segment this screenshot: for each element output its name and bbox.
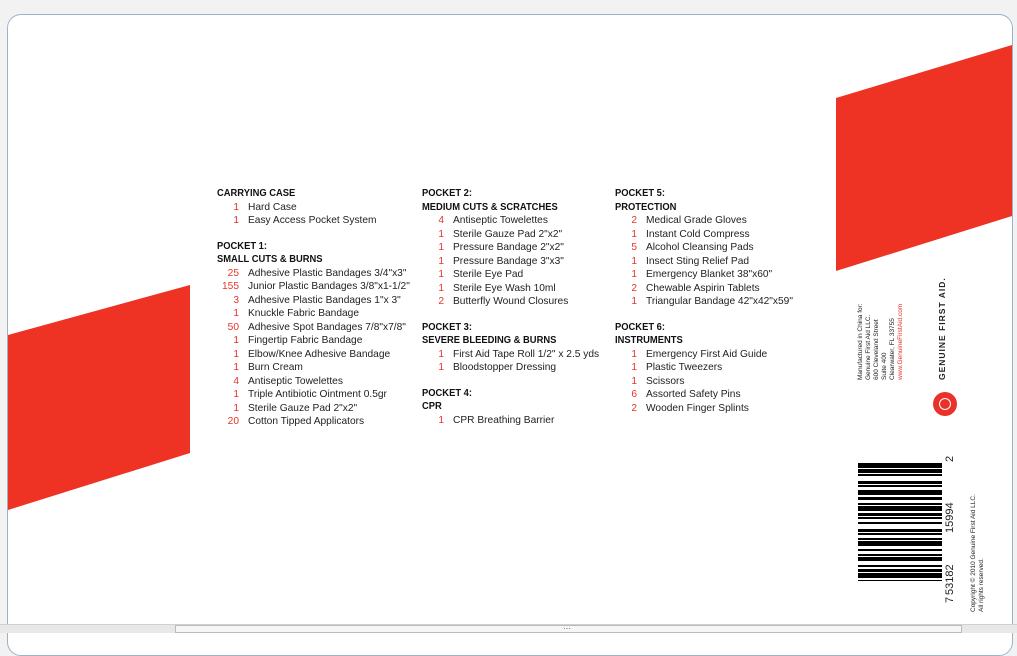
list-item [422, 268, 599, 282]
item-name: Sterile Eye Pad [453, 269, 524, 280]
list-item [615, 255, 793, 269]
item-quantity: 50 [227, 321, 239, 333]
pocket-section [615, 321, 793, 416]
item-name: Easy Access Pocket System [248, 215, 377, 226]
item-name: Instant Cold Compress [646, 228, 750, 240]
item-quantity: 6 [631, 389, 637, 400]
item-quantity: 1 [233, 402, 239, 414]
list-item [217, 375, 410, 389]
list-item [615, 375, 793, 389]
barcode-bar [858, 529, 942, 532]
list-item [615, 361, 793, 375]
list-item [217, 388, 410, 402]
item-name: Insect Sting Relief Pad [646, 255, 750, 267]
barcode-bar [858, 557, 942, 560]
barcode-bar [858, 513, 942, 516]
item-quantity: 1 [233, 308, 239, 319]
pocket-section [217, 240, 410, 429]
item-quantity: 5 [631, 242, 637, 253]
barcode-bar [858, 474, 942, 476]
item-quantity: 155 [222, 281, 239, 292]
brand-logo-icon [933, 392, 957, 416]
item-name: Scissors [646, 375, 685, 387]
list-item [217, 348, 410, 362]
section-heading: POCKET 5: [615, 188, 665, 199]
item-quantity: 1 [233, 201, 239, 213]
item-name: Triangular Bandage 42"x42"x59" [646, 296, 793, 307]
barcode [858, 463, 942, 603]
section-heading: INSTRUMENTS [615, 335, 683, 346]
barcode-bar [858, 506, 942, 511]
item-quantity: 1 [438, 228, 444, 240]
barcode-bar [858, 517, 942, 519]
item-name: Pressure Bandage 3"x3" [453, 255, 564, 267]
item-name: Triple Antibiotic Ointment 0.5gr [248, 389, 387, 400]
item-name: Cotton Tipped Applicators [248, 416, 365, 427]
item-name: Emergency First Aid Guide [646, 348, 768, 360]
item-quantity: 1 [438, 255, 444, 267]
contents-column-2 [422, 187, 599, 439]
mfg-line: Suite 400 [881, 352, 888, 380]
item-quantity: 1 [233, 215, 239, 226]
item-quantity: 1 [631, 269, 637, 280]
list-item [217, 402, 410, 416]
item-name: Fingertip Fabric Bandage [248, 335, 363, 346]
item-name: Assorted Safety Pins [646, 389, 741, 400]
mfg-line: Genuine First Aid LLC. [865, 314, 872, 380]
list-item [615, 282, 793, 296]
item-quantity: 3 [233, 294, 239, 306]
barcode-bar [858, 503, 942, 505]
list-item [422, 348, 599, 362]
item-name: CPR Breathing Barrier [453, 414, 555, 426]
barcode-bar [858, 565, 942, 567]
item-quantity: 25 [227, 267, 239, 279]
barcode-bar [858, 469, 942, 472]
item-quantity: 1 [233, 335, 239, 346]
barcode-bar [858, 485, 942, 487]
copyright [970, 494, 986, 612]
item-name: Bloodstopper Dressing [453, 362, 557, 373]
item-name: Sterile Gauze Pad 2"x2" [248, 402, 358, 414]
item-name: Emergency Blanket 38"x60" [646, 269, 773, 280]
item-quantity: 1 [631, 296, 637, 307]
item-name: First Aid Tape Roll 1/2" x 2.5 yds [453, 348, 600, 360]
section-heading: POCKET 6: [615, 321, 665, 333]
item-name: Sterile Eye Wash 10ml [453, 282, 556, 294]
item-name: Medical Grade Gloves [646, 215, 747, 226]
item-quantity: 1 [438, 414, 444, 426]
mfg-line: Manufactured in China for: [857, 303, 864, 380]
section-heading: SMALL CUTS & BURNS [217, 254, 323, 265]
list-item [422, 241, 599, 255]
item-quantity: 1 [631, 375, 637, 387]
pocket-section [422, 187, 599, 309]
list-item [217, 321, 410, 335]
item-name: Hard Case [248, 201, 297, 213]
list-item [422, 361, 599, 375]
barcode-digit-first: 7 [944, 596, 956, 603]
item-name: Antiseptic Towelettes [248, 375, 343, 387]
copyright-line: All rights reserved. [978, 558, 985, 612]
barcode-bar [858, 490, 942, 495]
list-item [615, 214, 793, 228]
item-name: Knuckle Fabric Bandage [248, 308, 359, 319]
item-quantity: 2 [631, 282, 637, 294]
barcode-bar [858, 573, 942, 578]
list-item [217, 307, 410, 321]
item-name: Plastic Tweezers [646, 362, 723, 373]
item-name: Junior Plastic Bandages 3/8"x1-1/2" [248, 281, 410, 292]
barcode-digit-last: 2 [944, 455, 956, 462]
brand-name: GENUINE FIRST AID. [937, 277, 947, 380]
item-quantity: 1 [438, 242, 444, 253]
item-name: Adhesive Spot Bandages 7/8"x7/8" [248, 321, 406, 333]
item-quantity: 1 [631, 348, 637, 360]
item-quantity: 1 [233, 389, 239, 400]
mfg-line: Clearwater, FL 33755 [889, 318, 896, 380]
item-quantity: 1 [631, 255, 637, 267]
section-heading: CPR [422, 401, 442, 412]
item-name: Elbow/Knee Adhesive Bandage [248, 348, 391, 360]
list-item [615, 228, 793, 242]
list-item [217, 334, 410, 348]
item-quantity: 2 [631, 402, 637, 414]
item-quantity: 1 [631, 362, 637, 373]
list-item [615, 388, 793, 402]
item-quantity: 2 [438, 296, 444, 307]
list-item [217, 267, 410, 281]
section-heading: POCKET 2: [422, 188, 472, 199]
barcode-bar [858, 569, 942, 572]
list-item [615, 241, 793, 255]
list-item [615, 295, 793, 309]
contents-column-3 [615, 187, 793, 427]
list-item [615, 268, 793, 282]
list-item [615, 402, 793, 416]
contents-column-1 [217, 187, 410, 441]
manufacturer-info [857, 303, 905, 380]
pocket-section [217, 187, 410, 228]
barcode-bar [858, 541, 942, 546]
item-name: Sterile Gauze Pad 2"x2" [453, 228, 563, 240]
pocket-section [422, 321, 599, 375]
item-quantity: 1 [438, 362, 444, 373]
pocket-section [615, 187, 793, 309]
section-heading: MEDIUM CUTS & SCRATCHES [422, 201, 558, 213]
list-item [615, 348, 793, 362]
list-item [217, 415, 410, 429]
item-name: Wooden Finger Splints [646, 402, 749, 414]
mfg-line: 600 Cleveland Street [873, 319, 880, 380]
item-name: Adhesive Plastic Bandages 1"x 3" [248, 294, 401, 306]
barcode-bar [858, 463, 942, 468]
list-item [422, 214, 599, 228]
list-item [217, 280, 410, 294]
list-item [217, 214, 410, 228]
barcode-digits-right: 15994 [944, 502, 956, 533]
item-quantity: 4 [438, 215, 444, 226]
item-quantity: 2 [631, 215, 637, 226]
website-url: www.GenuineFirstAid.com [897, 303, 904, 380]
item-quantity: 1 [438, 269, 444, 280]
item-quantity: 1 [233, 362, 239, 373]
item-name: Burn Cream [248, 362, 303, 373]
barcode-bar [858, 554, 942, 556]
barcode-bar [858, 580, 942, 582]
item-quantity: 20 [227, 416, 239, 427]
item-quantity: 1 [631, 228, 637, 240]
red-stripe-left [8, 15, 208, 655]
barcode-bar [858, 522, 942, 524]
section-heading: POCKET 4: [422, 387, 472, 399]
item-name: Chewable Aspirin Tablets [646, 282, 760, 294]
section-heading: POCKET 1: [217, 240, 267, 252]
barcode-bar [858, 533, 942, 535]
item-name: Antiseptic Towelettes [453, 215, 548, 226]
section-heading: CARRYING CASE [217, 188, 296, 199]
item-quantity: 4 [233, 375, 239, 387]
item-quantity: 1 [438, 282, 444, 294]
item-name: Pressure Bandage 2"x2" [453, 242, 564, 253]
list-item [422, 295, 599, 309]
item-quantity: 1 [233, 348, 239, 360]
item-quantity: 1 [438, 348, 444, 360]
barcode-bar [858, 481, 942, 484]
list-item [217, 361, 410, 375]
section-heading: POCKET 3: [422, 321, 472, 333]
pocket-section [422, 387, 599, 428]
list-item [422, 228, 599, 242]
copyright-line: Copyright © 2010 Genuine First Aid LLC. [970, 494, 977, 612]
barcode-bar [858, 549, 942, 551]
list-item [422, 414, 599, 428]
barcode-digits-left: 53182 [944, 564, 956, 595]
list-item [422, 282, 599, 296]
barcode-bar [858, 497, 942, 500]
list-item [422, 255, 599, 269]
scroll-grip-icon: ⋯ [563, 624, 571, 633]
barcode-bar [858, 538, 942, 540]
item-name: Alcohol Cleansing Pads [646, 242, 754, 253]
list-item [217, 201, 410, 215]
section-heading: PROTECTION [615, 201, 677, 213]
red-stripe-right [828, 15, 1012, 315]
list-item [217, 294, 410, 308]
item-name: Butterfly Wound Closures [453, 296, 569, 307]
item-name: Adhesive Plastic Bandages 3/4"x3" [248, 267, 407, 279]
section-heading: SEVERE BLEEDING & BURNS [422, 335, 557, 346]
